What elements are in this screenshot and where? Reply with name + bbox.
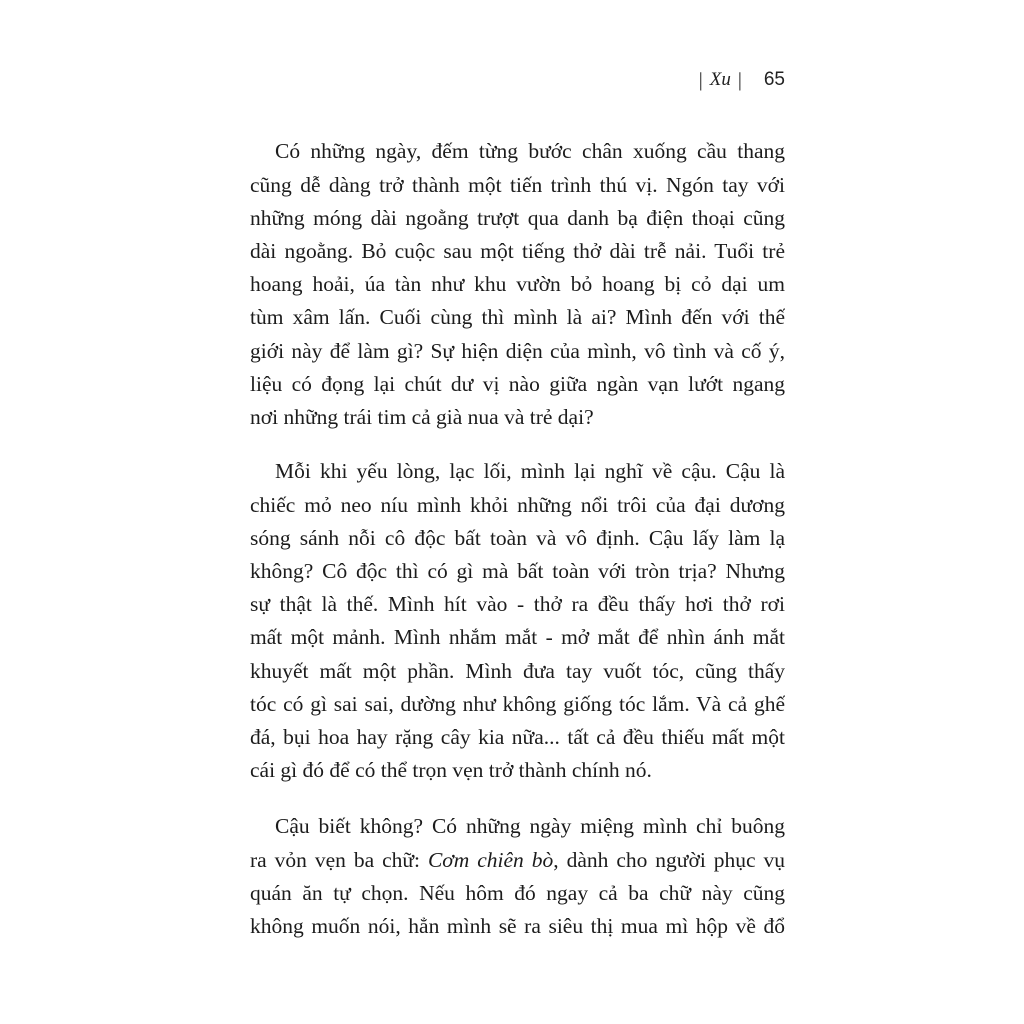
text-line: tùm xâm lấn. Cuối cùng thì mình là ai? Mình đến với thế (250, 305, 785, 330)
separator: | (698, 69, 703, 91)
paragraph (250, 810, 785, 943)
text-line: tóc có gì sai sai, dường như không giống tóc lắm. Và cả ghế (250, 691, 785, 716)
page-number: 65 (763, 69, 785, 90)
text-line: chiếc mỏ neo níu mình khỏi những nổi trôi của đại dương (250, 492, 785, 517)
text-line: đá, bụi hoa hay rặng cây kia nữa... tất cả đều thiếu mất một (250, 724, 785, 749)
text-line: giới này để làm gì? Sự hiện diện của mình, vô tình và cố ý, (250, 338, 785, 363)
text-segment: , dành cho người phục vụ (553, 847, 785, 872)
text-line: nơi những trái tim cả già nua và trẻ dại? (250, 404, 594, 429)
text-line: sóng sánh nỗi cô độc bất toàn và vô định. Cậu lấy làm lạ (250, 525, 785, 550)
text-line: quán ăn tự chọn. Nếu hôm đó ngay cả ba chữ này cũng (250, 880, 785, 905)
text-line (250, 844, 785, 877)
text-line: khuyết mất một phần. Mình đưa tay vuốt tóc, cũng thấy (250, 658, 785, 683)
text-line: không? Cô độc thì có gì mà bất toàn với tròn trịa? Nhưng (250, 558, 785, 583)
separator: | (737, 69, 742, 91)
running-head (699, 67, 785, 93)
italic-phrase: Cơm chiên bò (427, 847, 554, 872)
text-segment: ra vỏn vẹn ba chữ: (250, 847, 428, 872)
text-line: cái gì đó để có thể trọn vẹn trở thành chính nó. (250, 758, 652, 783)
text-line: mất một mảnh. Mình nhắm mắt - mở mắt để nhìn ánh mắt (250, 625, 785, 650)
text-line: hoang hoải, úa tàn như khu vườn bỏ hoang bị cỏ dại um (250, 272, 785, 297)
chapter-title: Xu (709, 69, 731, 90)
text-line: không muốn nói, hẳn mình sẽ ra siêu thị mua mì hộp về đổ (250, 913, 785, 938)
text-line: cũng dễ dàng trở thành một tiến trình thú vị. Ngón tay với (250, 172, 785, 197)
paragraph (250, 135, 785, 434)
text-line: sự thật là thế. Mình hít vào - thở ra đều thấy hơi thở rơi (250, 592, 785, 617)
text-line: liệu có đọng lại chút dư vị nào giữa ngàn vạn lướt ngang (250, 371, 785, 396)
text-line: những móng dài ngoằng trượt qua danh bạ điện thoại cũng (250, 205, 785, 230)
text-line: Có những ngày, đếm từng bước chân xuống cầu thang (275, 139, 785, 164)
paragraph (250, 455, 785, 787)
text-line: Mỗi khi yếu lòng, lạc lối, mình lại nghĩ về cậu. Cậu là (275, 459, 785, 484)
text-line: dài ngoằng. Bỏ cuộc sau một tiếng thở dài trễ nải. Tuổi trẻ (250, 238, 785, 263)
text-line: Cậu biết không? Có những ngày miệng mình chỉ buông (275, 814, 785, 839)
